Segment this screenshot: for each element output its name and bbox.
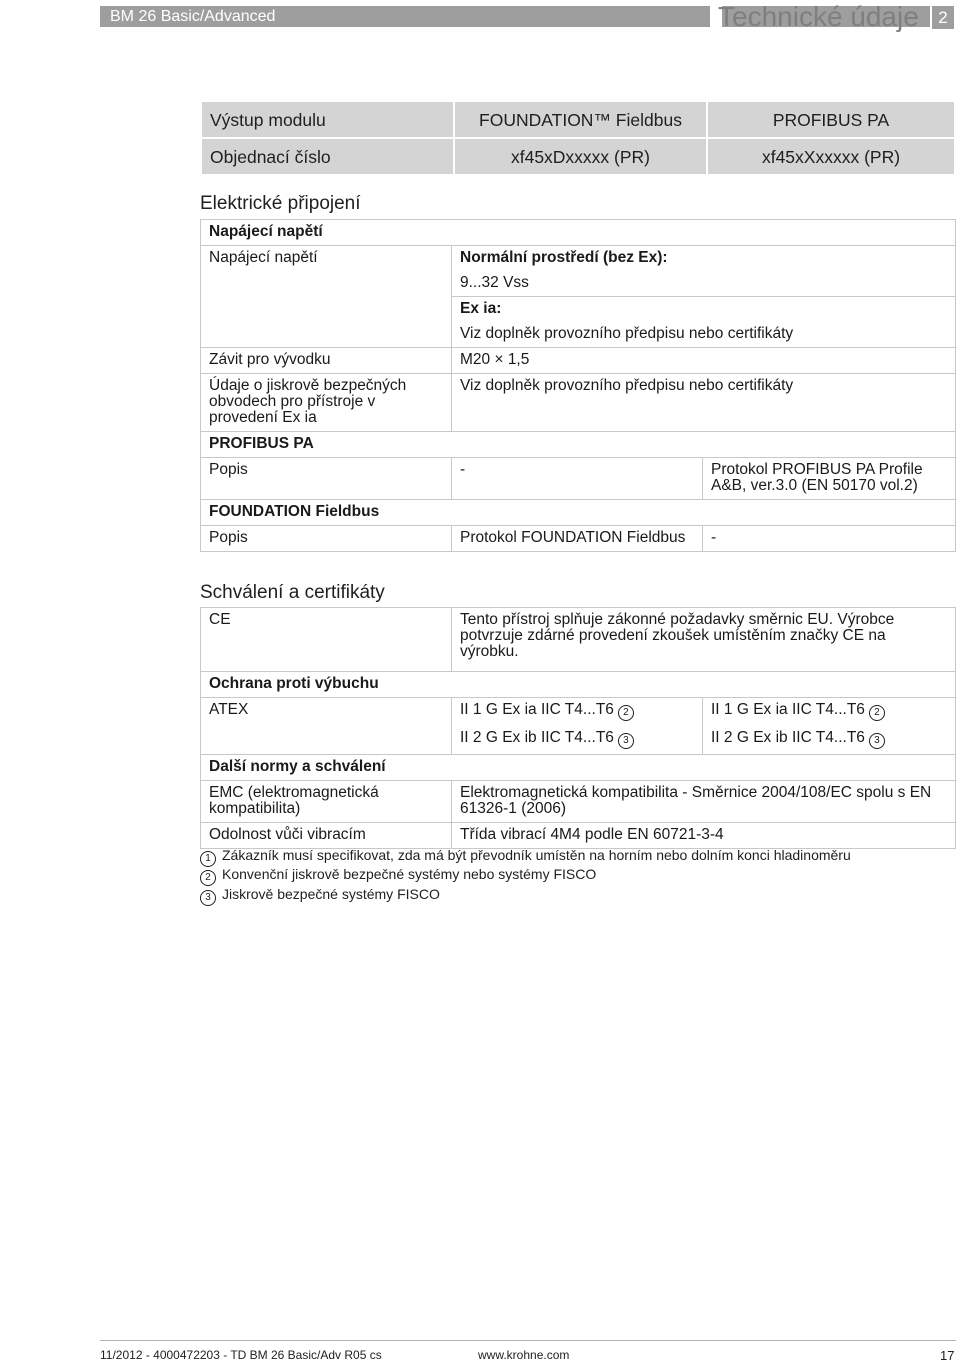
module-header-table — [200, 100, 956, 176]
value-cell — [703, 698, 956, 727]
value-cell: Ex ia: — [452, 297, 956, 323]
value-cell: Protokol PROFIBUS PA Profile A&B, ver.3.0 (EN 50170 vol.2) — [703, 458, 956, 500]
value-cell — [703, 726, 956, 755]
footnote-mark-3: 3 — [618, 733, 634, 749]
row-label: Napájecí napětí — [201, 246, 452, 348]
table-row — [201, 246, 956, 272]
table-row — [201, 608, 956, 672]
atex-pa-2: II 2 G Ex ib IIC T4...T6 — [711, 729, 865, 746]
table-row — [201, 432, 956, 458]
footnote-3 — [200, 886, 440, 906]
table-row — [201, 823, 956, 849]
table-row — [201, 755, 956, 781]
value-cell: M20 × 1,5 — [452, 348, 956, 374]
row-label: EMC (elektromagnetická kompatibilita) — [201, 781, 452, 823]
page-number: 17 — [940, 1348, 955, 1363]
table-row — [201, 526, 956, 552]
atex-ff-1: II 1 G Ex ia IIC T4...T6 — [460, 701, 614, 718]
table-row — [201, 220, 956, 246]
row-label: CE — [201, 608, 452, 672]
group-label: Ochrana proti výbuchu — [201, 672, 956, 698]
value-cell: Elektromagnetická kompatibilita - Směrnice 2004/108/EC spolu s EN 61326-1 (2006) — [452, 781, 956, 823]
header-cell: PROFIBUS PA — [707, 101, 955, 138]
value-cell: Normální prostředí (bez Ex): — [452, 246, 956, 272]
header-cell: FOUNDATION™ Fieldbus — [454, 101, 707, 138]
header-cell: xf45xDxxxxx (PR) — [454, 138, 707, 175]
footer-website: www.krohne.com — [478, 1348, 570, 1362]
table-row — [201, 138, 955, 175]
row-label: Údaje o jiskrově bezpečných obvodech pro přístroje v provedení Ex ia — [201, 374, 452, 432]
row-label: Popis — [201, 526, 452, 552]
value-cell — [452, 726, 703, 755]
group-label: Napájecí napětí — [201, 220, 956, 246]
chapter-number: 2 — [932, 6, 954, 29]
table-row — [201, 458, 956, 500]
value-cell: Viz doplněk provozního předpisu nebo certifikáty — [452, 374, 956, 432]
row-label: Odolnost vůči vibracím — [201, 823, 452, 849]
section-title: Technické údaje — [718, 1, 919, 32]
header-cell: Objednací číslo — [201, 138, 454, 175]
electrical-table — [200, 219, 956, 552]
value-cell: - — [452, 458, 703, 500]
footnote-mark: 1 — [200, 851, 216, 867]
footnote-text: Konvenční jiskrově bezpečné systémy nebo systémy FISCO — [222, 866, 597, 882]
product-name: BM 26 Basic/Advanced — [110, 8, 276, 25]
row-label: ATEX — [201, 698, 452, 755]
header-cell: Výstup modulu — [201, 101, 454, 138]
section-heading-electrical: Elektrické připojení — [200, 193, 361, 214]
footnote-mark: 2 — [200, 870, 216, 886]
atex-ff-2: II 2 G Ex ib IIC T4...T6 — [460, 729, 614, 746]
footer-divider — [100, 1340, 956, 1341]
table-row — [201, 101, 955, 138]
value-cell: Viz doplněk provozního předpisu nebo certifikáty — [452, 322, 956, 348]
table-row — [201, 348, 956, 374]
footnote-text: Jiskrově bezpečné systémy FISCO — [222, 886, 440, 902]
footnote-2 — [200, 866, 596, 886]
footnote-1 — [200, 847, 851, 867]
value-cell: 9...32 Vss — [452, 271, 956, 297]
group-label: Další normy a schválení — [201, 755, 956, 781]
footnote-mark-3: 3 — [869, 733, 885, 749]
table-row — [201, 374, 956, 432]
table-row — [201, 500, 956, 526]
footnote-mark-2: 2 — [618, 705, 634, 721]
value-cell: Třída vibrací 4M4 podle EN 60721-3-4 — [452, 823, 956, 849]
value-cell: Tento přístroj splňuje zákonné požadavky směrnic EU. Výrobce potvrzuje zdárné provedení zkoušek umístěním značky CE na výrobku. — [452, 608, 956, 672]
section-heading-approvals: Schválení a certifikáty — [200, 582, 385, 603]
group-label: FOUNDATION Fieldbus — [201, 500, 956, 526]
footnote-mark: 3 — [200, 890, 216, 906]
value-cell — [452, 698, 703, 727]
value-cell: - — [703, 526, 956, 552]
row-label: Závit pro vývodku — [201, 348, 452, 374]
value-cell: Protokol FOUNDATION Fieldbus — [452, 526, 703, 552]
footer-doc-id: 11/2012 - 4000472203 - TD BM 26 Basic/Adv R05 cs — [100, 1348, 382, 1362]
table-row — [201, 781, 956, 823]
footnote-mark-2: 2 — [869, 705, 885, 721]
footnote-text: Zákazník musí specifikovat, zda má být převodník umístěn na horním nebo dolním konci hladinoměru — [222, 847, 851, 863]
row-label: Popis — [201, 458, 452, 500]
group-label: PROFIBUS PA — [201, 432, 956, 458]
table-row — [201, 672, 956, 698]
header-cell: xf45xXxxxxx (PR) — [707, 138, 955, 175]
table-row — [201, 698, 956, 727]
approvals-table — [200, 607, 956, 849]
atex-pa-1: II 1 G Ex ia IIC T4...T6 — [711, 701, 865, 718]
